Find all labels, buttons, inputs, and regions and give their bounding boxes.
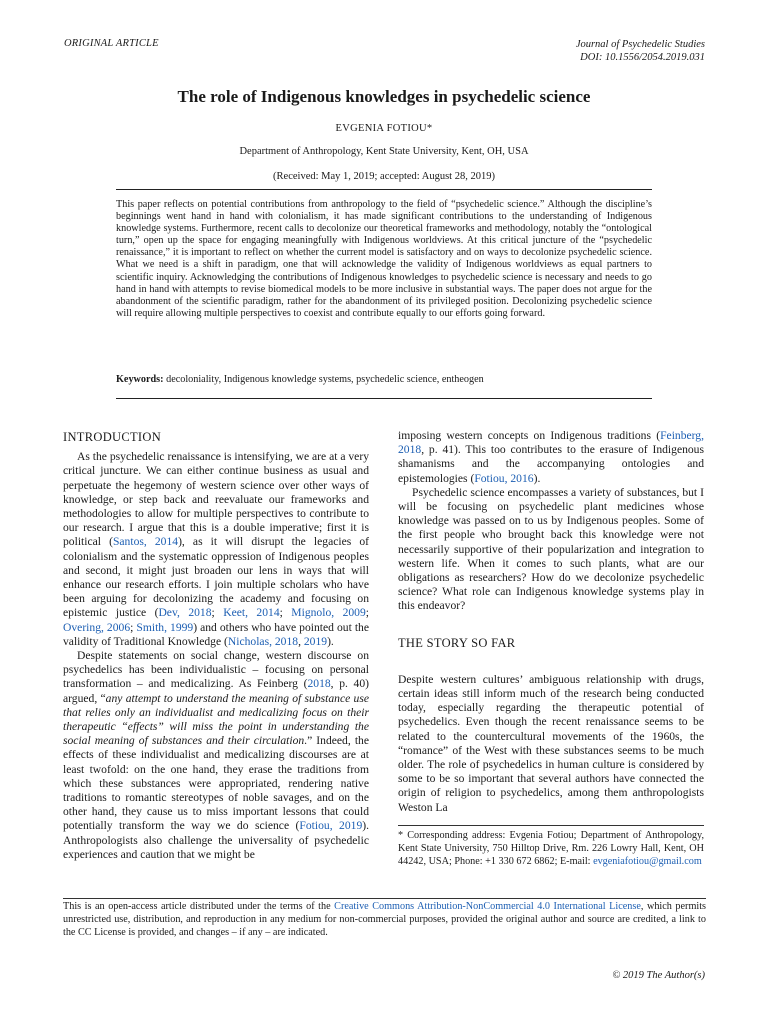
citation-fotiou-2016[interactable]: Fotiou, 2016 <box>474 471 534 485</box>
right-p1-text-b: , p. 41). This too contributes to the erasure of Indigenous shamanisms and the accompanying ontologies and epistemologies ( <box>398 443 704 485</box>
right-p1-text-c: ). <box>533 471 541 485</box>
corresponding-address-footnote <box>398 829 704 868</box>
author-email-link[interactable]: evgeniafotiou@gmail.com <box>593 856 702 867</box>
intro-p2-text-d: ). Anthropologists also challenge the universality of psychedelic experiences and caution that we might be <box>63 819 370 861</box>
intro-p1-text-a: As the psychedelic renaissance is intensifying, we are at a very critical juncture. We can either continue business as usual and perpetuate the hegemony of western science over other ways of knowledge, or step back and reevaluate our frameworks and methodologies to allow for multiple perspectives to contribute to our research. I argue that this is a double imperative; first it is political ( <box>63 450 369 549</box>
introduction-heading: INTRODUCTION <box>63 430 162 444</box>
citation-overing-2006[interactable]: Overing, 2006 <box>63 620 131 634</box>
keywords-label: Keywords: <box>116 374 164 385</box>
citation-nicholas-2018[interactable]: Nicholas, 2018 <box>227 634 299 648</box>
intro-p2-text-a: Despite statements on social change, western discourse on psychedelics has been individualistic – focusing on personal transformation – and medicalizing. As Feinberg ( <box>63 649 369 691</box>
keywords-text: decoloniality, Indigenous knowledge systems, psychedelic science, entheogen <box>166 374 484 385</box>
journal-info <box>576 38 705 64</box>
journal-name: Journal of Psychedelic Studies <box>575 39 705 50</box>
author-name: EVGENIA FOTIOU* <box>335 123 433 134</box>
intro-p2-text-b: , p. 40) argued, “ <box>63 677 369 705</box>
license-rule <box>63 898 706 899</box>
citation-fotiou-2019[interactable]: Fotiou, 2019 <box>299 819 363 833</box>
citation-separator: , <box>298 634 304 648</box>
citation-smith-1999[interactable]: Smith, 1999 <box>136 620 194 634</box>
abstract-bottom-rule <box>116 398 652 399</box>
citation-separator: ; <box>211 606 224 620</box>
author-affiliation: Department of Anthropology, Kent State University, Kent, OH, USA <box>239 146 529 157</box>
abstract-text: This paper reflects on potential contributions from anthropology to the field of “psychedelic science.” Although the discipline’s beginnings went hand in hand with colonialism, it has made significant contributions to the understanding of Indigenous knowledge systems. Furthermore, recent calls to decolonize our theoretical frameworks and methodology, notably the “ontological turn,” open up the space for engaging meaningfully with Indigenous worldviews. At this critical juncture of the “psychedelic renaissance,” it is important to reflect on whether the current model is satisfactory and on ways to decolonize psychedelic science. What we need is a shift in paradigm, one that will acknowledge the validity of Indigenous worldviews as equal partners to scientific inquiry. Acknowledging the contributions of Indigenous knowledges to psychedelic science is necessary and needs to go hand in hand with attempts to revise biomedical models to be more inclusive in substantial ways. The paper does not argue for the abandonment of the scientific paradigm, rather for the abandonment of its privileged position. Decolonizing psychedelic science will require allowing multiple perspectives to coexist and contribute equally to our efforts going forward. <box>116 199 652 319</box>
copyright-notice: © 2019 The Author(s) <box>612 970 705 981</box>
intro-p2-text-c: .” Indeed, the effects of these individualist and medicalizing discourses are at least twofold: on the one hand, they erase the traditions from which these substances were appropriated, rendering native traditions to romantic stereotypes of noble savages, and on the other hand, they cause us to miss important lessons that could potentially transform the way we do science ( <box>63 734 370 833</box>
feinberg-quote: any attempt to understand the meaning of substance use that relies only an individualist and medicalizing focus on their therapeutic “effects” will miss the point in understanding the social meaning of substances and their circulation <box>63 691 369 748</box>
citation-separator: ; <box>365 606 369 620</box>
citation-nicholas-2019[interactable]: 2019 <box>303 634 328 648</box>
citation-feinberg-2018-b[interactable]: Feinberg, 2018 <box>398 429 704 457</box>
citation-feinberg-2018[interactable]: 2018 <box>307 677 331 691</box>
intro-p1-text-d: ). <box>327 634 334 648</box>
right-p1-text-a: imposing western concepts on Indigenous traditions ( <box>398 429 661 442</box>
right-paragraph-2: Psychedelic science encompasses a variety of substances, but I will be focusing on psychedelic plant medicines whose knowledge was passed on to us by Indigenous peoples. Some of the first people who brought back this knowledge were not necessarily supportive of their popularization and integration to western life. When it comes to such plants, what are our obligations as researchers? How do we decolonize psychedelic science? What role can Indigenous knowledge systems play in this endeavor? <box>398 485 704 613</box>
article-type-label: ORIGINAL ARTICLE <box>64 38 159 49</box>
left-column <box>63 430 369 862</box>
license-text-b: , which permits unrestricted use, distribution, and reproduction in any medium for non-commercial purposes, provided the original author and source are credited, a link to the CC License is provided, and changes – if any – are indicated. <box>63 901 706 938</box>
story-so-far-heading: THE STORY SO FAR <box>398 635 516 650</box>
intro-p1-text-b: ), as it will disrupt the legacies of colonialism and the systematic oppression of Indigenous peoples and second, it might just broaden our lens in ways that will enhance our research efforts. I join multiple scholars who have been arguing for decolonizing the academy and focusing on epistemic justice ( <box>63 535 369 620</box>
received-dates: (Received: May 1, 2019; accepted: August 28, 2019) <box>273 171 495 182</box>
right-paragraph-1 <box>398 429 704 486</box>
citation-dev-2018[interactable]: Dev, 2018 <box>158 606 212 620</box>
license-text-a: This is an open-access article distributed under the terms of the <box>63 901 335 912</box>
citation-mignolo-2009[interactable]: Mignolo, 2009 <box>291 606 366 620</box>
doi-label: DOI: 10.1556/2054.2019.031 <box>580 52 705 63</box>
license-notice <box>63 900 706 939</box>
intro-paragraph-2 <box>63 649 369 862</box>
paper-title: The role of Indigenous knowledges in psychedelic science <box>177 87 591 106</box>
citation-santos-2014[interactable]: Santos, 2014 <box>112 535 179 549</box>
citation-separator: ; <box>279 606 292 620</box>
footnote-rule <box>398 825 704 826</box>
footnote-text: * Corresponding address: Evgenia Fotiou; Department of Anthropology, Kent State University, 750 Hilltop Drive, Rm. 226 Lowry Hall, Kent, OH 44242, USA; Phone: +1 330 672 6862; E-mail: <box>398 830 704 867</box>
cc-license-link[interactable]: Creative Commons Attribution-NonCommercial 4.0 International License <box>334 901 641 912</box>
intro-paragraph-1 <box>63 450 369 649</box>
abstract-top-rule <box>116 189 652 190</box>
intro-p1-text-c: ) and others who have pointed out the validity of Traditional Knowledge ( <box>63 620 369 648</box>
citation-keet-2014[interactable]: Keet, 2014 <box>223 606 280 620</box>
story-paragraph: Despite western cultures’ ambiguous relationship with drugs, certain ideas still inform much of the research being conducted today, especially regarding the therapeutic potential of psychedelics. Even though the recent renaissance seems to be related to the countercultural movements of the 1960s, the “romance” of the West with these substances seems to be much older. The role of psychedelics in human culture is considered by some to be so important that several authors have connected the origin of religion to psychedelics, among them anthropologists Weston La <box>398 672 704 814</box>
citation-separator: ; <box>130 620 137 634</box>
keywords <box>116 374 652 385</box>
right-column <box>398 429 704 815</box>
